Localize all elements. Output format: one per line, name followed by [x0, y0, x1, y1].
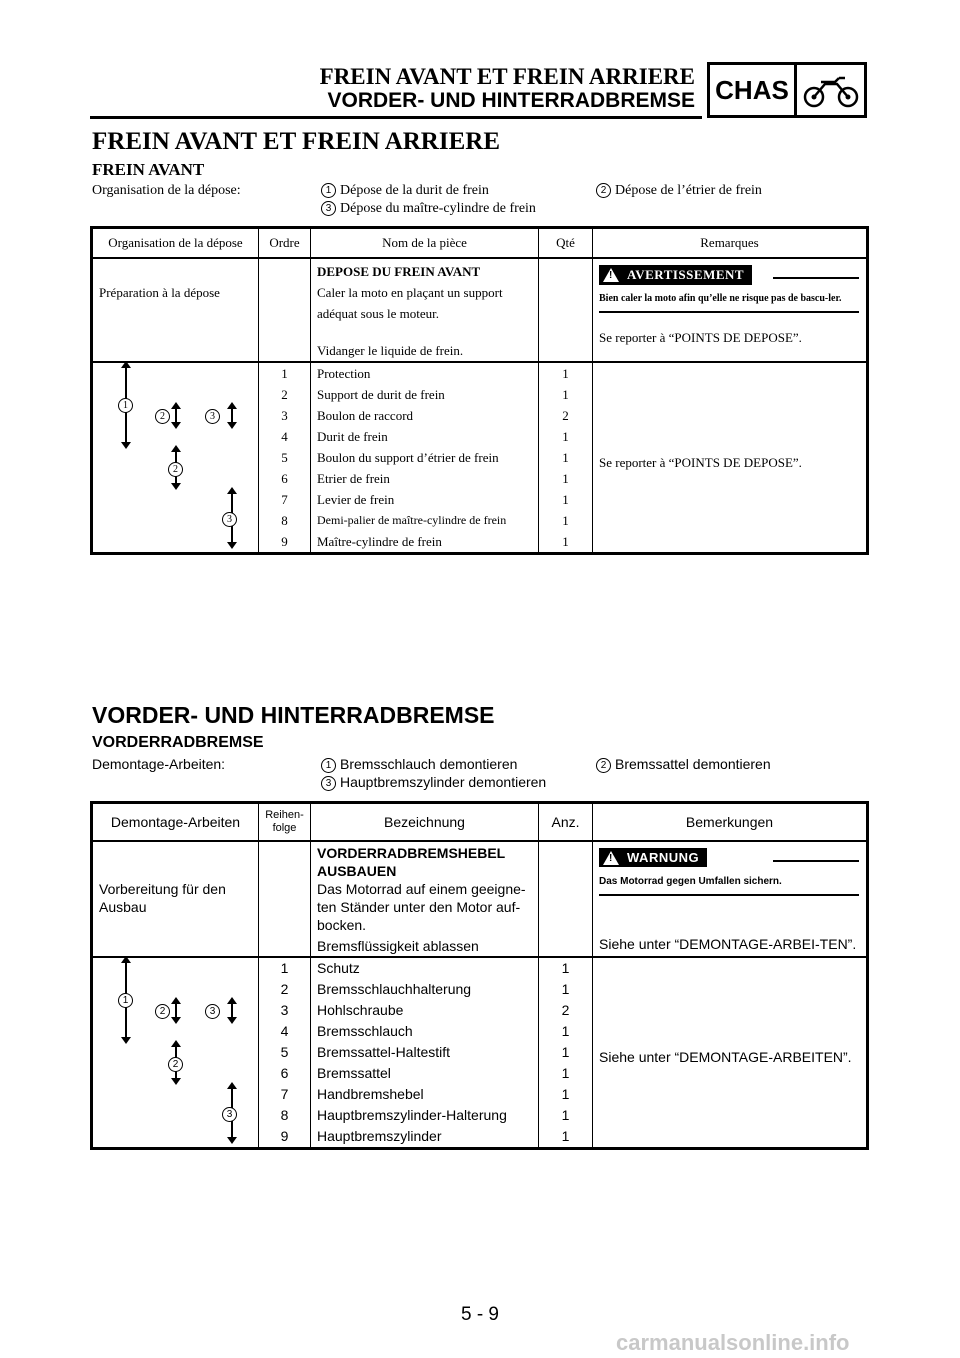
de-part-name: Bremssattel [317, 1065, 391, 1081]
fr-parts-block [92, 362, 868, 554]
fr-warning-badge: ! AVERTISSEMENT [599, 265, 752, 285]
de-part-order: 9 [280, 1128, 289, 1144]
de-part-qty: 1 [561, 1086, 570, 1102]
de-part-name: Handbremshebel [317, 1086, 424, 1102]
fr-part-qty: 1 [562, 450, 569, 465]
de-part-order: 5 [280, 1044, 289, 1060]
de-warning-box [599, 848, 859, 896]
de-part-qty: 1 [561, 1128, 570, 1144]
de-part-order: 1 [280, 960, 289, 976]
fr-prep-label: Préparation à la dépose [99, 285, 220, 300]
watermark: carmanualsonline.info [616, 1330, 850, 1355]
fr-warning-box [599, 265, 859, 313]
fr-subtitle: FREIN AVANT [92, 160, 205, 179]
fr-prep-line2: adéquat sous le moteur. [317, 306, 440, 321]
fr-col-org: Organisation de la dépose [92, 228, 259, 259]
de-prep-line1: Das Motorrad auf einem geeigne- [317, 881, 526, 897]
de-part-order: 8 [280, 1107, 289, 1123]
de-part-qty: 1 [561, 1044, 570, 1060]
fr-part-order: 1 [281, 366, 288, 381]
de-prep-heading-1: VORDERRADBREMSHEBEL [317, 845, 506, 861]
fr-col-remarks: Remarques [593, 228, 868, 259]
fr-section-title: FREIN AVANT ET FREIN ARRIERE [92, 128, 500, 155]
fr-prep-row [92, 258, 868, 362]
de-prep-heading-2: AUSBAUEN [317, 863, 397, 879]
fr-prep-drain: Vidanger le liquide de frein. [317, 343, 464, 358]
fr-org-item-1: 1 Dépose de la durit de frein [321, 183, 489, 199]
fr-part-name: Boulon du support d’étrier de frein [317, 450, 499, 465]
de-part-qty: 1 [561, 1023, 570, 1039]
fr-warning-text: Bien caler la moto afin qu’elle ne risque pas de bascu-ler. [599, 293, 842, 304]
fr-org-item-2: 2 Dépose de l’étrier de frein [596, 183, 762, 199]
fr-removal-table [90, 226, 869, 555]
de-org-label: Demontage-Arbeiten: [92, 756, 226, 772]
fr-part-qty: 1 [562, 366, 569, 381]
de-removal-table [90, 801, 869, 1150]
de-org-item-3: 3 Hauptbremszylinder demontieren [321, 774, 546, 791]
header-title-de: VORDER- UND HINTERRADBREMSE [327, 89, 695, 112]
de-part-name: Hauptbremszylinder-Halterung [317, 1107, 507, 1123]
de-part-name: Hohlschraube [317, 1002, 404, 1018]
fr-prep-line1: Caler la moto en plaçant un support [317, 285, 503, 300]
de-order-diagram: 1 2 3 2 3 [93, 958, 258, 1147]
de-org-item-2: 2 Bremssattel demontieren [596, 756, 771, 773]
de-part-name: Bremsschlauch [317, 1023, 413, 1039]
fr-part-qty: 1 [562, 429, 569, 444]
de-parts-remark: Siehe unter “DEMONTAGE-ARBEITEN”. [599, 1049, 852, 1065]
de-part-qty: 2 [561, 1002, 570, 1018]
de-prep-drain: Bremsflüssigkeit ablassen [317, 938, 479, 954]
header-title-fr: FREIN AVANT ET FREIN ARRIERE [319, 64, 695, 89]
de-subtitle: VORDERRADBREMSE [92, 734, 264, 751]
de-prep-line2: ten Ständer unter den Motor auf- [317, 899, 521, 915]
de-prep-row [92, 841, 868, 957]
fr-part-qty: 2 [562, 408, 569, 423]
de-prep-label-2: Ausbau [99, 899, 147, 915]
de-col-order: Reihen-folge [259, 803, 311, 842]
de-part-qty: 1 [561, 1107, 570, 1123]
fr-part-order: 9 [281, 534, 288, 549]
de-part-order: 7 [280, 1086, 289, 1102]
de-part-order: 6 [280, 1065, 289, 1081]
fr-org-label: Organisation de la dépose: [92, 183, 241, 198]
de-col-remarks: Bemerkungen [593, 803, 868, 842]
fr-col-qty: Qté [539, 228, 593, 259]
de-warning-badge: ! WARNUNG [599, 848, 707, 867]
section-code: CHAS [710, 65, 797, 115]
de-prep-label-1: Vorbereitung für den [99, 881, 226, 897]
fr-part-qty: 1 [562, 387, 569, 402]
fr-parts-remark: Se reporter à “POINTS DE DEPOSE”. [599, 455, 802, 470]
de-part-name: Schutz [317, 960, 360, 976]
fr-part-name: Demi-palier de maître-cylindre de frein [317, 513, 507, 527]
de-part-order: 4 [280, 1023, 289, 1039]
fr-part-order: 8 [281, 513, 288, 528]
de-part-qty: 1 [561, 1065, 570, 1081]
fr-part-name: Etrier de frein [317, 471, 390, 486]
motorcycle-icon [797, 65, 864, 115]
fr-part-qty: 1 [562, 492, 569, 507]
fr-part-name: Durit de frein [317, 429, 388, 444]
de-part-order: 2 [280, 981, 289, 997]
de-part-qty: 1 [561, 960, 570, 976]
fr-order-diagram: 1 2 3 2 3 [93, 363, 258, 552]
fr-part-order: 3 [281, 408, 288, 423]
fr-drain-remark: Se reporter à “POINTS DE DEPOSE”. [599, 330, 802, 345]
fr-org-item-3: 3 Dépose du maître-cylindre de frein [321, 201, 536, 217]
page-number: 5 - 9 [460, 1304, 500, 1325]
de-col-name: Bezeichnung [311, 803, 539, 842]
de-part-name: Bremssattel-Haltestift [317, 1044, 451, 1060]
fr-prep-heading: DEPOSE DU FREIN AVANT [317, 264, 481, 279]
de-part-order: 3 [280, 1002, 289, 1018]
de-parts-block [92, 957, 868, 1149]
fr-part-name: Maître-cylindre de frein [317, 534, 442, 549]
fr-part-order: 2 [281, 387, 288, 402]
fr-part-qty: 1 [562, 513, 569, 528]
fr-part-order: 4 [281, 429, 288, 444]
section-badge [707, 62, 867, 118]
fr-part-name: Support de durit de frein [317, 387, 445, 402]
warning-triangle-icon: ! [603, 268, 619, 282]
header-rule [90, 116, 702, 119]
fr-part-name: Protection [317, 366, 371, 381]
fr-part-name: Levier de frein [317, 492, 395, 507]
fr-col-order: Ordre [259, 228, 311, 259]
fr-col-name: Nom de la pièce [311, 228, 539, 259]
de-org-item-1: 1 Bremsschlauch demontieren [321, 756, 517, 773]
fr-part-qty: 1 [562, 534, 569, 549]
fr-part-order: 7 [281, 492, 288, 507]
de-part-name: Bremsschlauchhalterung [317, 981, 472, 997]
de-warning-text: Das Motorrad gegen Umfallen sichern. [599, 875, 782, 887]
fr-part-qty: 1 [562, 471, 569, 486]
de-section-title: VORDER- UND HINTERRADBREMSE [92, 702, 495, 728]
fr-part-order: 6 [281, 471, 288, 486]
warning-triangle-icon: ! [603, 851, 619, 865]
de-prep-line3: bocken. [317, 917, 367, 933]
fr-part-name: Boulon de raccord [317, 408, 414, 423]
de-drain-remark: Siehe unter “DEMONTAGE-ARBEI-TEN”. [599, 935, 857, 952]
de-part-name: Hauptbremszylinder [317, 1128, 442, 1144]
fr-part-order: 5 [281, 450, 288, 465]
de-part-qty: 1 [561, 981, 570, 997]
de-col-org: Demontage-Arbeiten [92, 803, 259, 842]
de-col-qty: Anz. [539, 803, 593, 842]
